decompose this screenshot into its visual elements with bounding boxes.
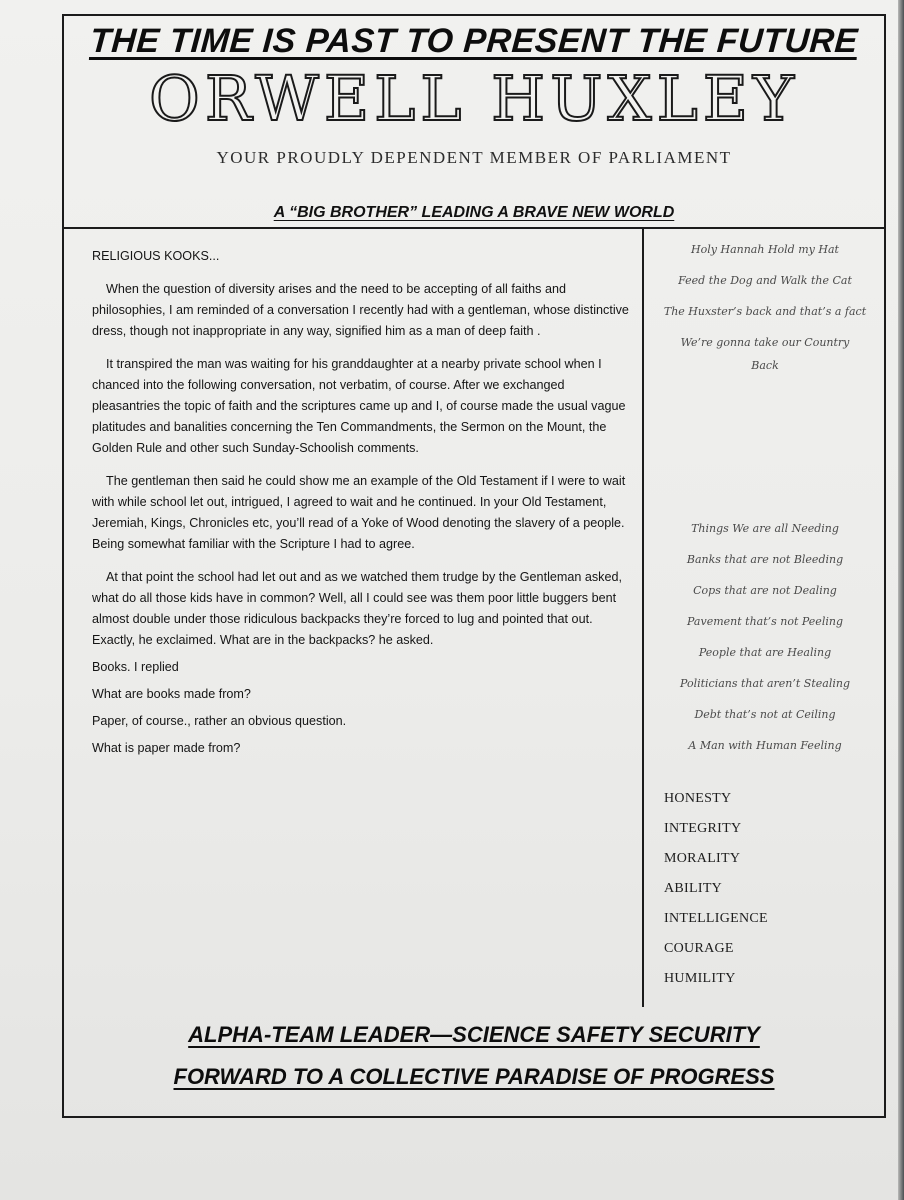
footer-slogan-2: FORWARD TO A COLLECTIVE PARADISE OF PROGRESS (173, 1064, 775, 1089)
article-paragraph: When the question of diversity arises and the need to be accepting of all faiths and philosophies, I am reminded of a conversation I recently had with a gentleman, whose distinctive dress, though not inappropriate in any way, signified him as a man of deep faith . (92, 282, 629, 338)
column-divider (642, 229, 644, 1007)
top-slogan: THE TIME IS PAST TO PRESENT THE FUTURE (88, 22, 860, 60)
article-heading: RELIGIOUS KOOKS... (92, 249, 220, 263)
dialogue-line: What are books made from? (92, 687, 251, 701)
verse-line: Cops that are not Dealing (693, 584, 837, 597)
virtue-item: MORALITY (664, 851, 741, 866)
virtue-item: INTELLIGENCE (664, 911, 768, 926)
tagline: A “BIG BROTHER” LEADING A BRAVE NEW WORLD (273, 204, 675, 221)
article-paragraph: It transpired the man was waiting for his granddaughter at a nearby private school when I chanced into the following conversation, not verbatim, of course. After we exchanged pleasantries the topic of faith and the scriptures came up and I, of course made the usual vague platitudes and banalities concerning the Ten Commandments, the Sermon on the Mount, the Golden Rule and other such Sunday-Schoolish comments. (92, 357, 626, 455)
dialogue-line: Books. I replied (92, 660, 179, 674)
verse-line: People that are Healing (698, 646, 832, 659)
verse-line: A Man with Human Feeling (688, 739, 842, 752)
candidate-name: ORWELL HUXLEY (148, 62, 799, 135)
virtue-item: ABILITY (664, 881, 723, 896)
dialogue-line: What is paper made from? (92, 741, 241, 755)
verse-line: Pavement that’s not Peeling (687, 615, 843, 628)
candidate-subtitle: YOUR PROUDLY DEPENDENT MEMBER OF PARLIAMENT (216, 148, 732, 167)
verse-line: Banks that are not Bleeding (686, 553, 844, 566)
virtue-item: HONESTY (664, 791, 732, 806)
header-divider (62, 227, 886, 229)
article (92, 246, 632, 765)
virtue-item: COURAGE (664, 941, 734, 956)
verse-line: Things We are all Needing (691, 522, 839, 535)
verse-line: Politicians that aren’t Stealing (679, 677, 850, 690)
verse-line: Feed the Dog and Walk the Cat (678, 274, 852, 287)
sidebar-verse-1 (652, 238, 878, 385)
verse-line: Holy Hannah Hold my Hat (691, 243, 839, 256)
verse-line: The Huxster’s back and that’s a fact (663, 305, 867, 318)
dialogue-line: Paper, of course., rather an obvious question. (92, 714, 347, 728)
virtue-item: HUMILITY (664, 971, 736, 986)
verse-line: Debt that’s not at Ceiling (694, 708, 836, 721)
page-edge-shadow (898, 0, 904, 1200)
article-paragraph: At that point the school had let out and as we watched them trudge by the Gentleman asked, what do all those kids have in common? Well, all I could see was them poor little buggers bent almost double under those ridiculous backpacks they’re forced to lug and pointed that out. Exactly, he exclaimed. What are in the backpacks? he asked. (92, 570, 622, 647)
sidebar-verse-2 (652, 518, 878, 766)
virtues-list (664, 788, 768, 998)
virtue-item: INTEGRITY (664, 821, 742, 836)
article-paragraph: The gentleman then said he could show me an example of the Old Testament if I were to wait with while school let out, intrigued, I agreed to wait and he continued. In your Old Testament, Jeremiah, Kings, Chronicles etc, you’ll read of a Yoke of Wood denoting the slavery of a people. Being somewhat familiar with the Scripture I had to agree. (92, 474, 626, 551)
footer-slogan-1: ALPHA-TEAM LEADER—SCIENCE SAFETY SECURITY (188, 1022, 760, 1047)
verse-line: We’re gonna take our Country Back (680, 336, 850, 372)
